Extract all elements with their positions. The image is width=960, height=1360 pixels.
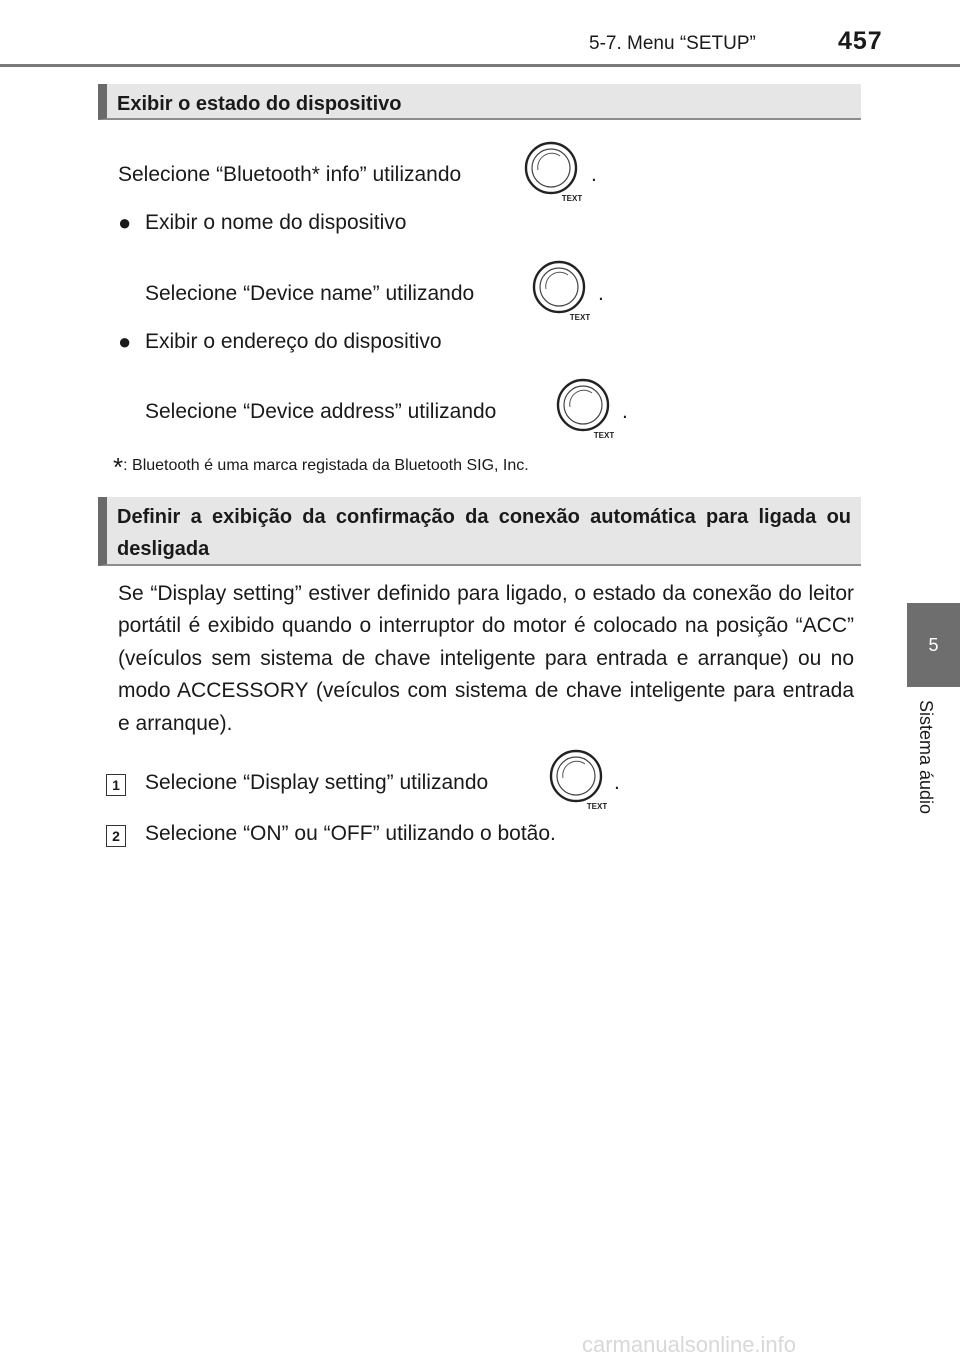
instruction-device-name: Selecione “Device name” utilizando — [145, 282, 475, 305]
watermark: carmanualsonline.info — [582, 1332, 797, 1357]
item-label-device-address: Exibir o endereço do dispositivo — [145, 330, 442, 353]
intro-instruction: Selecione “Bluetooth* info” utilizando — [118, 163, 462, 186]
tune-knob-icon — [545, 748, 607, 810]
page-number: 457 — [838, 27, 883, 55]
instruction-device-address: Selecione “Device address” utilizando — [145, 400, 497, 423]
chapter-side-label-text: Sistema áudio — [916, 700, 936, 815]
description-paragraph: Se “Display setting” estiver definido para ligado, o estado da conexão do leitor portátil é exibido quando o interruptor do motor é colocado na posição “ACC” (veículos sem sistema de chave inteligente para entrada e arranque) ou no modo ACCESSORY (veículos com sistema de chave inteligente para entrada e arranque). — [118, 582, 854, 735]
period: . — [614, 771, 620, 794]
step-2-text: Selecione “ON” ou “OFF” utilizando o botão. — [145, 822, 556, 845]
bullet-icon: ● — [118, 210, 132, 235]
tune-knob-icon — [520, 140, 582, 202]
tune-knob-icon — [528, 259, 590, 321]
step-number-1: 1 — [106, 774, 126, 796]
section-heading-device-status: Exibir o estado do dispositivo — [98, 84, 861, 120]
step-number-2: 2 — [106, 825, 126, 847]
bullet-icon: ● — [118, 329, 132, 354]
chapter-tab: 5 — [907, 603, 960, 687]
period: . — [598, 282, 604, 305]
chapter-title: 5-7. Menu “SETUP” — [589, 33, 756, 54]
footnote-text: : Bluetooth é uma marca registada da Bluetooth SIG, Inc. — [123, 457, 529, 474]
footnote — [113, 452, 529, 483]
knob-text-label: TEXT — [593, 431, 614, 439]
step-1-text: Selecione “Display setting” utilizando — [145, 771, 489, 794]
header-divider — [0, 64, 960, 67]
knob-text-label: TEXT — [586, 802, 607, 810]
knob-text-label: TEXT — [569, 313, 590, 321]
period: . — [591, 163, 597, 186]
chapter-side-label — [905, 700, 945, 840]
footnote-mark: * — [113, 452, 124, 482]
tune-knob-icon — [552, 377, 614, 439]
item-label-device-name: Exibir o nome do dispositivo — [145, 211, 407, 234]
knob-text-label: TEXT — [561, 194, 582, 202]
period: . — [622, 400, 628, 423]
section-heading-auto-connection: Definir a exibição da confirmação da conexão automática para ligada ou desligada — [98, 497, 861, 566]
